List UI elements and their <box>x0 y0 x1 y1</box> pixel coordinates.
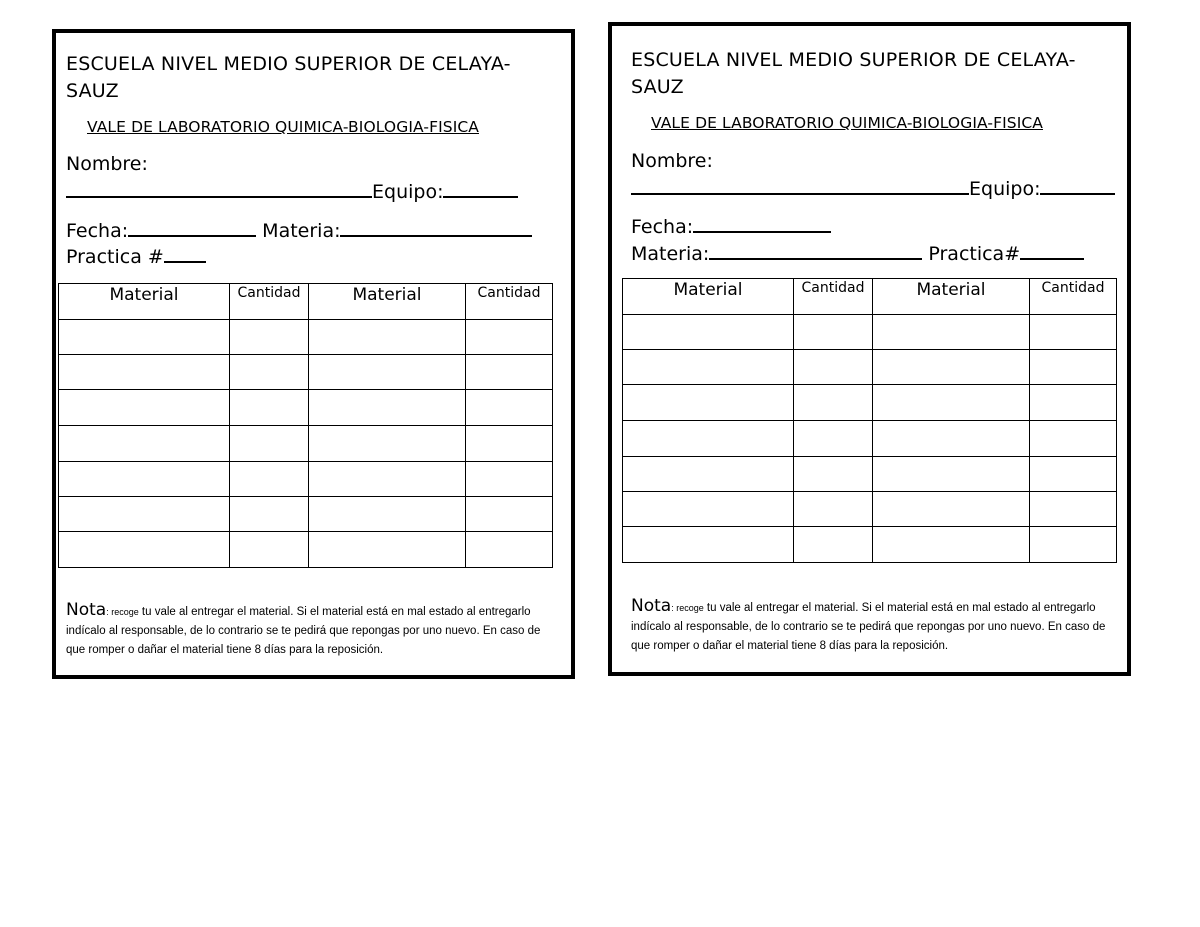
school-title: ESCUELA NIVEL MEDIO SUPERIOR DE CELAYA-SAUZ <box>631 49 1076 98</box>
table-cell[interactable] <box>230 497 309 532</box>
table-cell[interactable] <box>230 355 309 390</box>
table-cell[interactable] <box>623 421 794 457</box>
header-material: Material <box>309 284 466 320</box>
table-cell[interactable] <box>873 527 1030 563</box>
table-cell[interactable] <box>873 315 1030 350</box>
table-cell[interactable] <box>309 497 466 532</box>
header-quantity: Cantidad <box>794 279 873 315</box>
table-row <box>623 421 1117 457</box>
table-cell[interactable] <box>59 320 230 355</box>
note-paragraph <box>66 601 546 660</box>
table-cell[interactable] <box>59 390 230 426</box>
practice-label: Practica# <box>928 243 1021 265</box>
team-label: Equipo: <box>372 181 444 203</box>
team-blank[interactable] <box>1040 176 1115 195</box>
subject-practice-line <box>631 241 1084 267</box>
table-cell[interactable] <box>794 385 873 421</box>
table-cell[interactable] <box>623 385 794 421</box>
date-blank[interactable] <box>128 218 256 237</box>
table-cell[interactable] <box>466 426 553 462</box>
table-cell[interactable] <box>1030 385 1117 421</box>
table-cell[interactable] <box>623 315 794 350</box>
table-cell[interactable] <box>623 457 794 492</box>
table-row <box>59 462 553 497</box>
table-cell[interactable] <box>873 457 1030 492</box>
note-small-text: : recoge <box>106 607 139 617</box>
name-blank[interactable] <box>631 176 969 195</box>
name-team-line <box>66 179 518 205</box>
date-label: Fecha: <box>66 220 129 242</box>
note-label: Nota <box>66 600 107 620</box>
table-cell[interactable] <box>794 421 873 457</box>
header-quantity: Cantidad <box>1030 279 1117 315</box>
header-material: Material <box>873 279 1030 315</box>
table-cell[interactable] <box>466 355 553 390</box>
table-cell[interactable] <box>309 426 466 462</box>
table-row <box>59 355 553 390</box>
table-cell[interactable] <box>466 390 553 426</box>
table-cell[interactable] <box>466 497 553 532</box>
practice-blank[interactable] <box>164 244 206 263</box>
table-cell[interactable] <box>59 497 230 532</box>
table-cell[interactable] <box>59 462 230 497</box>
practice-line <box>66 244 206 270</box>
name-label: Nombre: <box>631 150 713 172</box>
table-cell[interactable] <box>623 527 794 563</box>
date-line <box>631 214 831 240</box>
table-cell[interactable] <box>309 320 466 355</box>
table-row <box>623 315 1117 350</box>
header-quantity: Cantidad <box>466 284 553 320</box>
table-cell[interactable] <box>309 462 466 497</box>
note-text: tu vale al entregar el material. Si el material está en mal estado al entregarlo indícalo al responsable, de lo contrario se te pedirá que repongas por uno nuevo. En caso de que romper o dañar el material tiene 8 días para la reposición. <box>66 606 541 656</box>
table-cell[interactable] <box>794 492 873 527</box>
table-cell[interactable] <box>230 320 309 355</box>
name-team-line <box>631 176 1115 202</box>
header-quantity: Cantidad <box>230 284 309 320</box>
materials-table <box>622 278 1117 563</box>
table-cell[interactable] <box>873 421 1030 457</box>
table-row <box>623 350 1117 385</box>
table-cell[interactable] <box>230 390 309 426</box>
practice-label: Practica # <box>66 246 164 268</box>
lab-voucher-2 <box>608 22 1131 676</box>
table-cell[interactable] <box>309 532 466 568</box>
table-cell[interactable] <box>794 527 873 563</box>
table-cell[interactable] <box>794 350 873 385</box>
note-paragraph <box>631 597 1111 656</box>
header-material: Material <box>623 279 794 315</box>
table-row <box>623 527 1117 563</box>
table-cell[interactable] <box>623 492 794 527</box>
table-cell[interactable] <box>1030 421 1117 457</box>
name-blank[interactable] <box>66 179 372 198</box>
table-cell[interactable] <box>873 492 1030 527</box>
subject-blank[interactable] <box>709 241 922 260</box>
subject-label: Materia: <box>631 243 710 265</box>
table-cell[interactable] <box>230 462 309 497</box>
table-cell[interactable] <box>794 315 873 350</box>
note-text: tu vale al entregar el material. Si el material está en mal estado al entregarlo indícalo al responsable, de lo contrario se te pedirá que repongas por uno nuevo. En caso de que romper o dañar el material tiene 8 días para la reposición. <box>631 602 1106 652</box>
date-label: Fecha: <box>631 216 694 238</box>
table-row <box>59 532 553 568</box>
table-cell[interactable] <box>230 426 309 462</box>
voucher-subtitle: VALE DE LABORATORIO QUIMICA-BIOLOGIA-FISICA <box>87 118 479 136</box>
practice-blank[interactable] <box>1020 241 1084 260</box>
table-cell[interactable] <box>309 390 466 426</box>
table-cell[interactable] <box>466 320 553 355</box>
table-row <box>59 390 553 426</box>
team-label: Equipo: <box>969 178 1041 200</box>
table-row <box>59 426 553 462</box>
table-cell[interactable] <box>873 350 1030 385</box>
table-row <box>623 492 1117 527</box>
table-cell[interactable] <box>1030 315 1117 350</box>
table-header-row <box>59 284 553 320</box>
table-cell[interactable] <box>466 462 553 497</box>
note-small-text: : recoge <box>671 603 704 613</box>
table-row <box>59 320 553 355</box>
table-row <box>623 457 1117 492</box>
table-row <box>623 385 1117 421</box>
note-label: Nota <box>631 596 672 616</box>
table-cell[interactable] <box>59 426 230 462</box>
header-material: Material <box>59 284 230 320</box>
lab-voucher-1 <box>52 29 575 679</box>
table-row <box>59 497 553 532</box>
table-cell[interactable] <box>59 355 230 390</box>
date-subject-line <box>66 218 532 244</box>
table-cell[interactable] <box>794 457 873 492</box>
table-cell[interactable] <box>309 355 466 390</box>
table-header-row <box>623 279 1117 315</box>
table-cell[interactable] <box>623 350 794 385</box>
table-cell[interactable] <box>230 532 309 568</box>
voucher-subtitle: VALE DE LABORATORIO QUIMICA-BIOLOGIA-FISICA <box>651 114 1043 132</box>
table-cell[interactable] <box>466 532 553 568</box>
team-blank[interactable] <box>443 179 518 198</box>
table-cell[interactable] <box>1030 457 1117 492</box>
school-title: ESCUELA NIVEL MEDIO SUPERIOR DE CELAYA-SAUZ <box>66 53 511 102</box>
table-cell[interactable] <box>59 532 230 568</box>
table-cell[interactable] <box>1030 492 1117 527</box>
subject-label: Materia: <box>262 220 341 242</box>
name-label: Nombre: <box>66 153 148 175</box>
materials-table <box>58 283 553 568</box>
table-cell[interactable] <box>1030 350 1117 385</box>
table-cell[interactable] <box>873 385 1030 421</box>
table-cell[interactable] <box>1030 527 1117 563</box>
date-blank[interactable] <box>693 214 831 233</box>
subject-blank[interactable] <box>340 218 532 237</box>
